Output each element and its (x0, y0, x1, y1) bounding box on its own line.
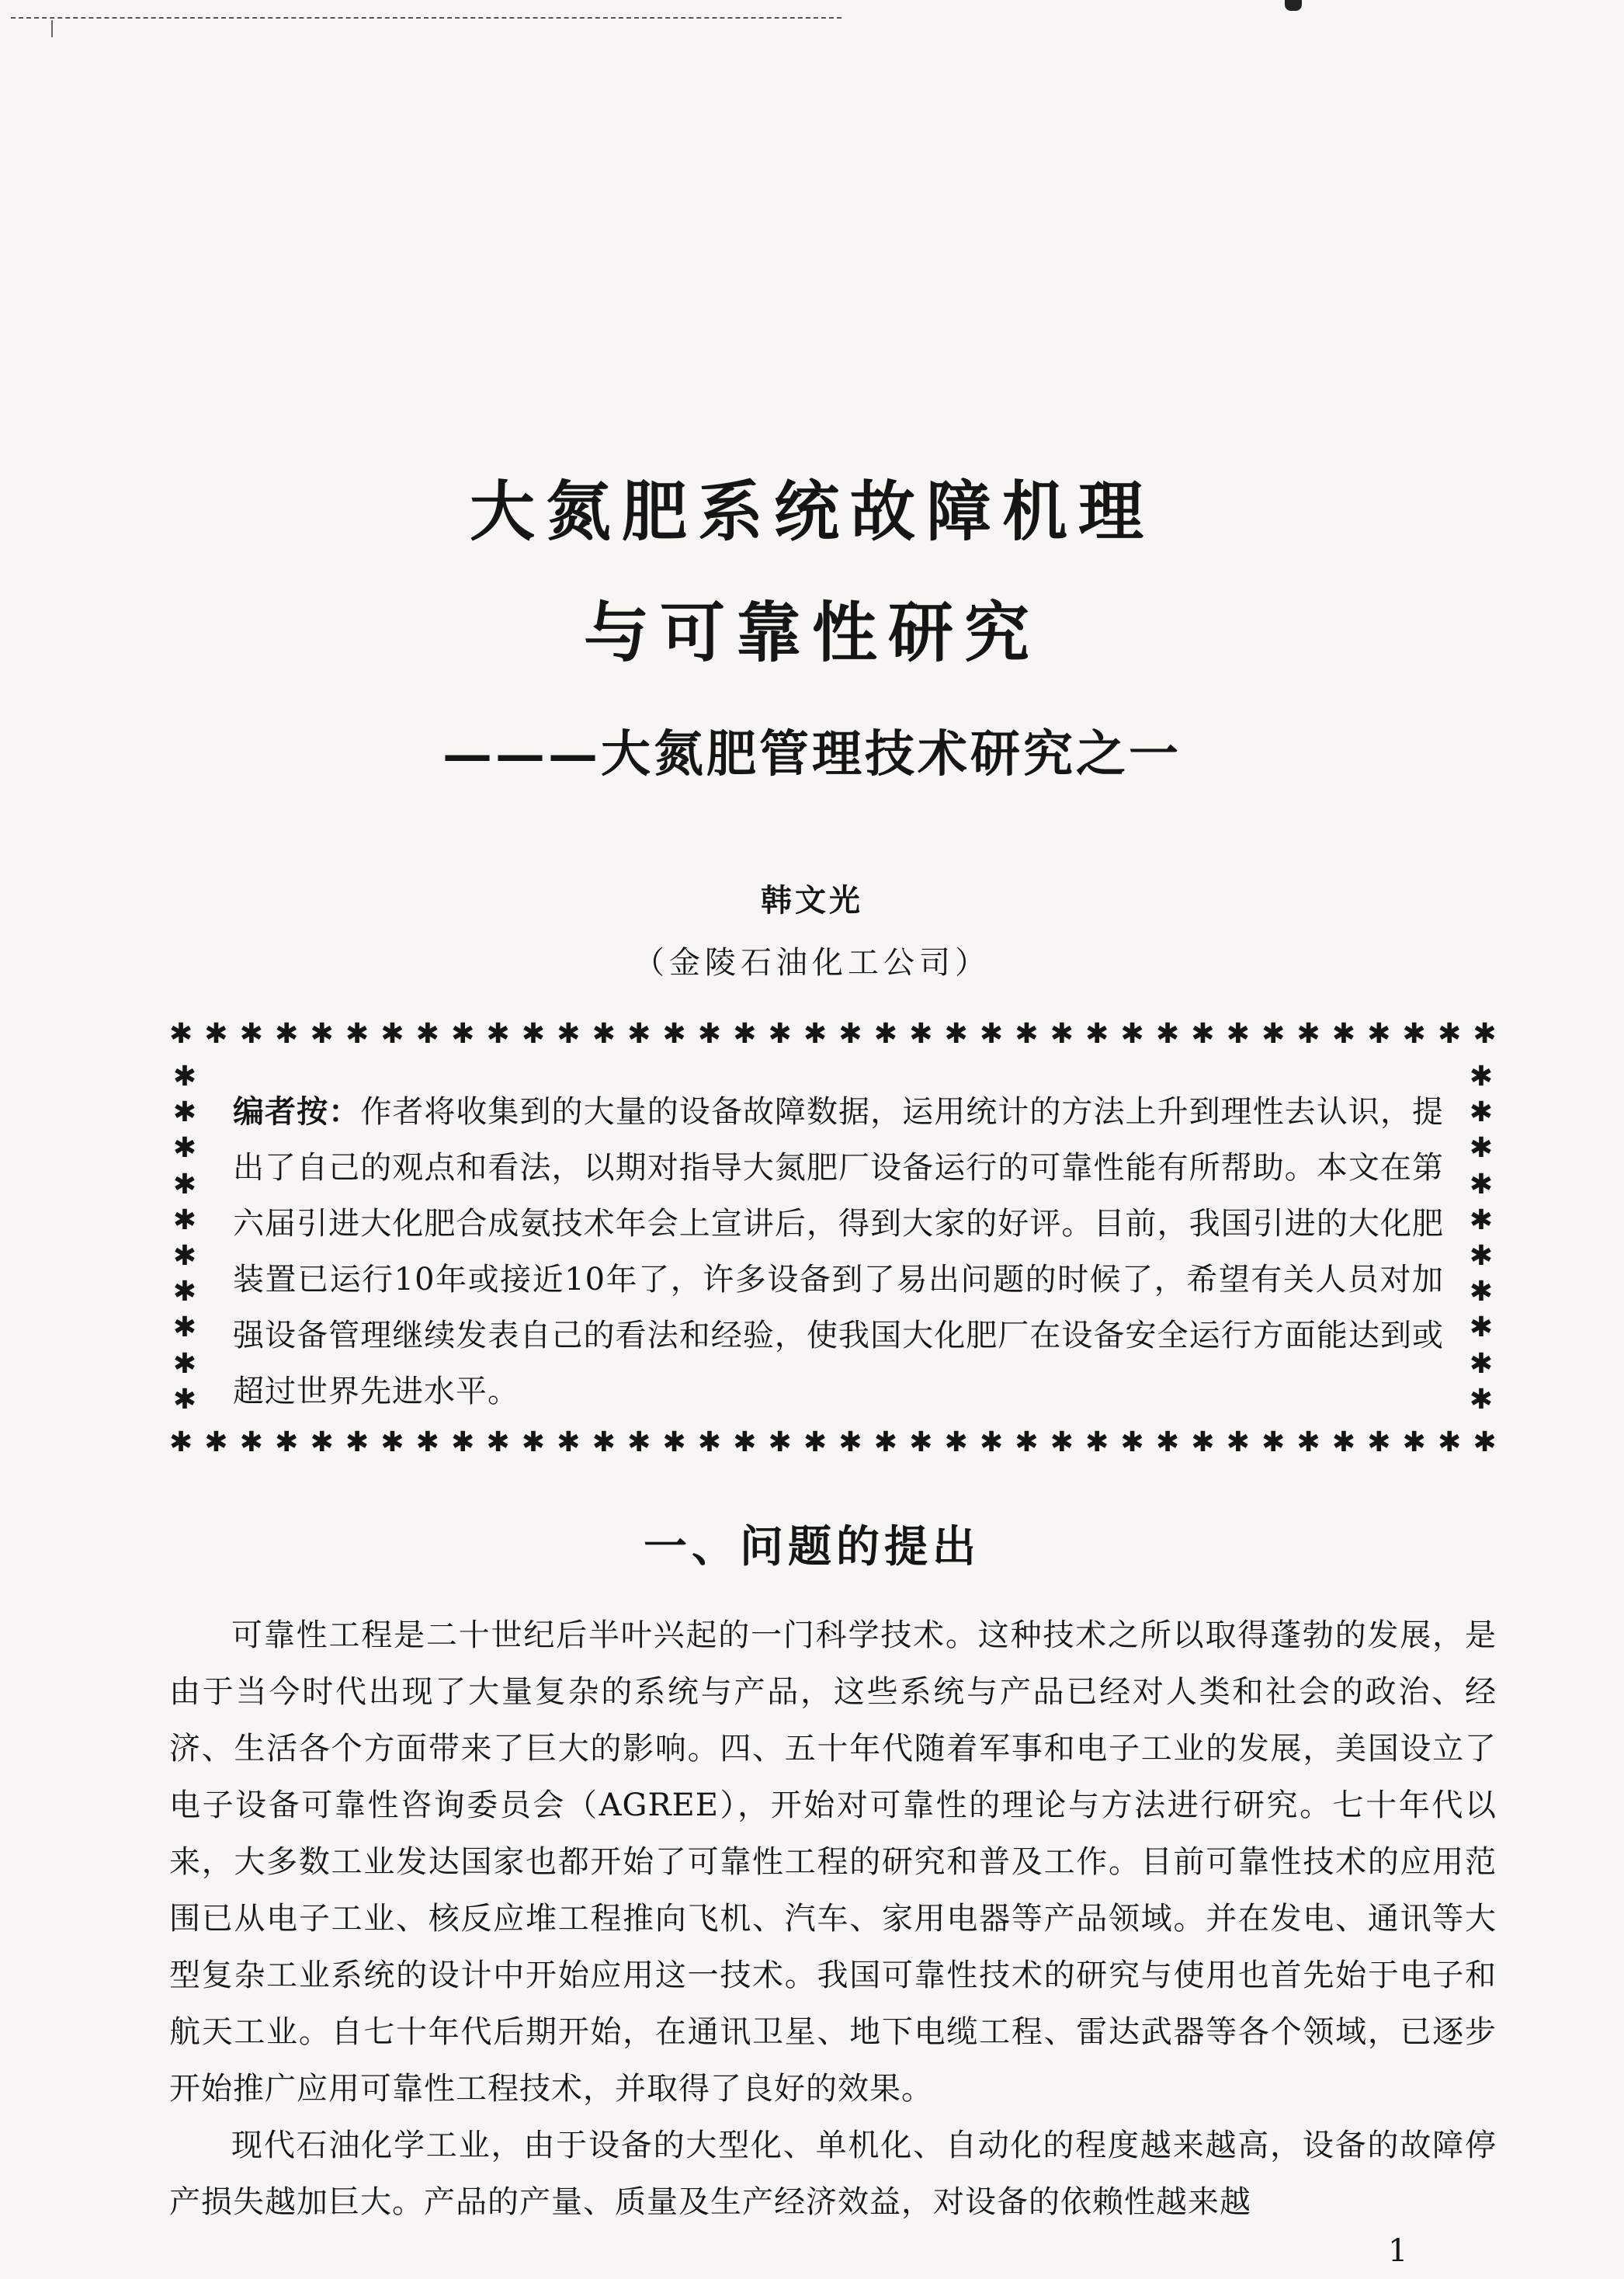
star-glyph: ✱ (592, 1427, 616, 1458)
star-glyph: ✱ (909, 1427, 933, 1458)
star-glyph: ✱ (838, 1427, 862, 1458)
star-glyph: ✱ (415, 1019, 439, 1050)
star-glyph: ✱ (1402, 1019, 1426, 1050)
star-glyph: ✱ (1120, 1019, 1144, 1050)
star-glyph: ✱ (1438, 1427, 1462, 1458)
star-glyph: ✱ (310, 1019, 334, 1050)
star-glyph: ✱ (1367, 1427, 1391, 1458)
star-glyph: ✱ (521, 1019, 546, 1050)
star-glyph: ✱ (768, 1019, 792, 1050)
star-glyph: ✱ (1469, 1096, 1494, 1129)
star-glyph: ✱ (310, 1427, 334, 1458)
star-glyph: ✱ (803, 1019, 828, 1050)
star-glyph: ✱ (592, 1019, 616, 1050)
star-glyph: ✱ (1050, 1427, 1074, 1458)
star-glyph: ✱ (239, 1019, 263, 1050)
star-glyph: ✱ (1469, 1347, 1494, 1380)
star-glyph: ✱ (1469, 1204, 1494, 1236)
star-glyph: ✱ (768, 1427, 792, 1458)
star-glyph: ✱ (803, 1427, 828, 1458)
star-glyph: ✱ (627, 1019, 651, 1050)
star-glyph: ✱ (1120, 1427, 1144, 1458)
star-glyph: ✱ (1015, 1019, 1039, 1050)
star-glyph: ✱ (204, 1427, 228, 1458)
star-glyph: ✱ (486, 1427, 510, 1458)
star-glyph: ✱ (345, 1427, 370, 1458)
body-text (169, 1607, 1497, 2231)
body-paragraph-2: 现代石油化学工业，由于设备的大型化、单机化、自动化的程度越来越高，设备的故障停产损失越加巨大。产品的产量、质量及生产经济效益，对设备的依赖性越来越 (169, 2128, 1497, 2220)
scan-edge-tick (51, 20, 53, 37)
star-glyph: ✱ (172, 1204, 197, 1236)
star-glyph: ✱ (697, 1019, 722, 1050)
author: 韩文光 (761, 882, 863, 919)
editor-note (233, 1084, 1444, 1419)
star-glyph: ✱ (521, 1427, 546, 1458)
star-glyph: ✱ (873, 1427, 897, 1458)
star-glyph: ✱ (451, 1019, 475, 1050)
star-glyph: ✱ (979, 1427, 1004, 1458)
body-paragraph-1: 可靠性工程是二十世纪后半叶兴起的一门科学技术。这种技术之所以取得蓬勃的发展，是由于当今时代出现了大量复杂的系统与产品，这些系统与产品已经对人类和社会的政治、经济、生活各个方面带来了巨大的影响。四、五十年代随着军事和电子工业的发展，美国设立了电子设备可靠性咨询委员会（AGREE），开始对可靠性的理论与方法进行研究。七十年代以来，大多数工业发达国家也都开始了可靠性工程的研究和普及工作。目前可靠性技术的应用范围已从电子工业、核反应堆工程推向飞机、汽车、家用电器等产品领域。并在发电、通讯等大型复杂工业系统的设计中开始应用这一技术。我国可靠性技术的研究与使用也首先始于电子和航天工业。自七十年代后期开始，在通讯卫星、地下电缆工程、雷达武器等各个领域，已逐步开始推广应用可靠性工程技术，并取得了良好的效果。 (169, 1617, 1497, 2107)
star-glyph: ✱ (345, 1019, 370, 1050)
star-glyph: ✱ (172, 1132, 197, 1165)
editor-note-text: 作者将收集到的大量的设备故障数据，运用统计的方法上升到理性去认识，提出了自己的观点和看法，以期对指导大氮肥厂设备运行的可靠性能有所帮助。本文在第六届引进大化肥合成氨技术年会上宣讲后，得到大家的好评。目前，我国引进的大化肥装置已运行10年或接近10年了，许多设备到了易出问题的时候了，希望有关人员对加强设备管理继续发表自己的看法和经验，使我国大化肥厂在设备安全运行方面能达到或超过世界先进水平。 (233, 1094, 1445, 1409)
star-glyph: ✱ (838, 1019, 862, 1050)
star-glyph: ✱ (1469, 1168, 1494, 1200)
star-glyph: ✱ (169, 1019, 193, 1050)
scan-edge-rule (11, 17, 841, 19)
star-glyph: ✱ (944, 1427, 968, 1458)
star-glyph: ✱ (979, 1019, 1004, 1050)
star-glyph: ✱ (1296, 1427, 1320, 1458)
star-glyph: ✱ (172, 1383, 197, 1416)
affiliation: （金陵石油化工公司） (633, 945, 991, 981)
star-glyph: ✱ (172, 1096, 197, 1129)
star-glyph: ✱ (1191, 1019, 1215, 1050)
title-line-1: 大氮肥系统故障机理 (469, 473, 1154, 550)
star-glyph: ✱ (1331, 1427, 1356, 1458)
star-glyph: ✱ (662, 1019, 686, 1050)
subtitle: ———大氮肥管理技术研究之一 (442, 725, 1182, 783)
star-border-right (1466, 1059, 1497, 1418)
star-glyph: ✱ (697, 1427, 722, 1458)
page-number: 1 (1388, 2233, 1408, 2269)
editor-note-label: 编者按： (233, 1093, 361, 1130)
star-glyph: ✱ (380, 1019, 404, 1050)
star-glyph: ✱ (172, 1168, 197, 1200)
star-glyph: ✱ (1469, 1240, 1494, 1273)
star-glyph: ✱ (1438, 1019, 1462, 1050)
star-glyph: ✱ (733, 1019, 757, 1050)
scan-edge-mark (1285, 0, 1302, 11)
star-glyph: ✱ (1469, 1061, 1494, 1093)
star-glyph: ✱ (239, 1427, 263, 1458)
star-glyph: ✱ (1015, 1427, 1039, 1458)
star-glyph: ✱ (1191, 1427, 1215, 1458)
star-glyph: ✱ (1261, 1019, 1286, 1050)
star-glyph: ✱ (662, 1427, 686, 1458)
star-glyph: ✱ (415, 1427, 439, 1458)
star-glyph: ✱ (486, 1019, 510, 1050)
star-glyph: ✱ (204, 1019, 228, 1050)
star-glyph: ✱ (1402, 1427, 1426, 1458)
star-glyph: ✱ (873, 1019, 897, 1050)
star-glyph: ✱ (1469, 1311, 1494, 1344)
star-glyph: ✱ (1155, 1427, 1180, 1458)
star-glyph: ✱ (172, 1240, 197, 1273)
star-glyph: ✱ (627, 1427, 651, 1458)
star-border-left (169, 1059, 200, 1418)
star-glyph: ✱ (1155, 1019, 1180, 1050)
star-glyph: ✱ (1473, 1427, 1497, 1458)
star-glyph: ✱ (733, 1427, 757, 1458)
star-glyph: ✱ (557, 1019, 581, 1050)
star-glyph: ✱ (1331, 1019, 1356, 1050)
star-border-top (169, 1019, 1497, 1050)
editor-note-box (169, 1019, 1497, 1458)
star-glyph: ✱ (909, 1019, 933, 1050)
star-glyph: ✱ (1261, 1427, 1286, 1458)
section-heading: 一、问题的提出 (644, 1521, 980, 1572)
star-glyph: ✱ (1469, 1276, 1494, 1308)
star-glyph: ✱ (380, 1427, 404, 1458)
star-glyph: ✱ (1367, 1019, 1391, 1050)
star-glyph: ✱ (451, 1427, 475, 1458)
star-glyph: ✱ (1469, 1132, 1494, 1165)
star-glyph: ✱ (1469, 1383, 1494, 1416)
star-glyph: ✱ (1085, 1427, 1109, 1458)
star-glyph: ✱ (275, 1019, 299, 1050)
star-border-bottom (169, 1427, 1497, 1458)
star-glyph: ✱ (172, 1061, 197, 1093)
star-glyph: ✱ (1473, 1019, 1497, 1050)
star-glyph: ✱ (275, 1427, 299, 1458)
star-glyph: ✱ (1226, 1427, 1250, 1458)
star-glyph: ✱ (172, 1311, 197, 1344)
title-line-2: 与可靠性研究 (583, 594, 1040, 671)
star-glyph: ✱ (557, 1427, 581, 1458)
star-glyph: ✱ (1296, 1019, 1320, 1050)
star-glyph: ✱ (172, 1276, 197, 1308)
star-glyph: ✱ (172, 1347, 197, 1380)
star-glyph: ✱ (1085, 1019, 1109, 1050)
star-glyph: ✱ (1050, 1019, 1074, 1050)
star-glyph: ✱ (1226, 1019, 1250, 1050)
star-glyph: ✱ (169, 1427, 193, 1458)
star-glyph: ✱ (944, 1019, 968, 1050)
